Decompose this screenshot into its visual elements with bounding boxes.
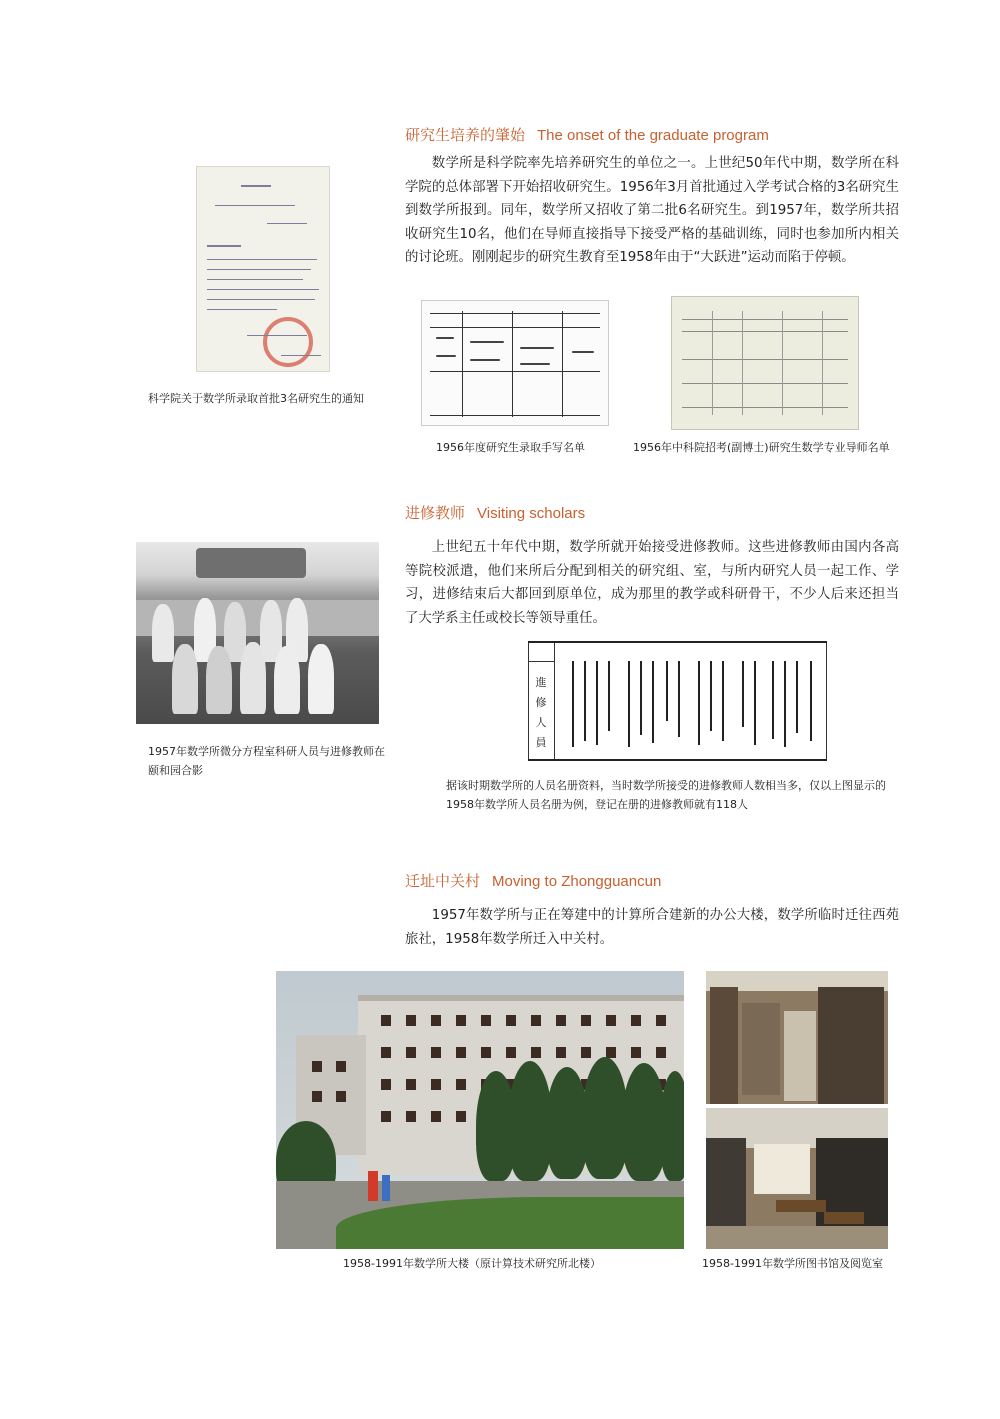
building-caption: 1958-1991年数学所大楼（原计算技术研究所北楼） (343, 1257, 601, 1270)
admission-list-image (421, 300, 609, 426)
notice-caption: 科学院关于数学所录取首批3名研究生的通知 (148, 392, 364, 405)
section-title-en: Moving to Zhongguancun (492, 873, 662, 890)
library-caption: 1958-1991年数学所图书馆及阅览室 (702, 1257, 883, 1270)
institute-building-photo (276, 971, 684, 1249)
section-title-en: The onset of the graduate program (537, 127, 769, 144)
section-title-cn: 研究生培养的肇始 (405, 126, 526, 144)
group-photo (136, 542, 379, 724)
notice-document-image (196, 166, 330, 372)
register-caption: 据该时期数学所的人员名册资料，当时数学所接受的进修教师人数相当多，仅以上图显示的1958年数学所人员名册为例，登记在册的进修教师就有118人 (446, 779, 886, 811)
section-title-cn: 进修教师 (405, 504, 466, 522)
section-title-en: Visiting scholars (477, 505, 586, 522)
staff-register-image (528, 641, 827, 761)
advisors-list-caption: 1956年中科院招考(副博士)研究生数学专业导师名单 (633, 441, 890, 454)
section-heading-visiting (405, 502, 585, 523)
reading-room-photo (706, 1108, 888, 1249)
moving-paragraph: 1957年数学所与正在筹建中的计算所合建新的办公大楼，数学所临时迁往西苑旅社，1958年数学所迁入中关村。 (405, 908, 899, 947)
section-heading-moving (405, 870, 661, 891)
register-label: 進 修 人 員 (535, 676, 547, 749)
advisors-list-image (671, 296, 859, 430)
section-heading-graduate (405, 124, 769, 145)
section-title-cn: 迁址中关村 (405, 872, 481, 890)
visiting-paragraph: 上世纪五十年代中期，数学所就开始接受进修教师。这些进修教师由国内各高等院校派遣，他们来所后分配到相关的研究组、室，与所内研究人员一起工作、学习，进修结束后大都回到原单位，成为那里的教学或科研骨干，不少人后来还担当了大学系主任或校长等领导重任。 (405, 540, 899, 626)
group-photo-caption: 1957年数学所微分方程室科研人员与进修教师在颐和园合影 (148, 745, 385, 777)
library-stacks-photo (706, 971, 888, 1104)
graduate-paragraph: 数学所是科学院率先培养研究生的单位之一。上世纪50年代中期，数学所在科学院的总体部署下开始招收研究生。1956年3月首批通过入学考试合格的3名研究生到数学所报到。同年，数学所又招收了第二批6名研究生。到1957年，数学所共招收研究生10名，他们在导师直接指导下接受严格的基础训练，同时也参加所内相关的讨论班。刚刚起步的研究生教育至1958年由于“大跃进”运动而陷于停顿。 (405, 156, 899, 265)
admission-list-caption: 1956年度研究生录取手写名单 (436, 441, 585, 454)
